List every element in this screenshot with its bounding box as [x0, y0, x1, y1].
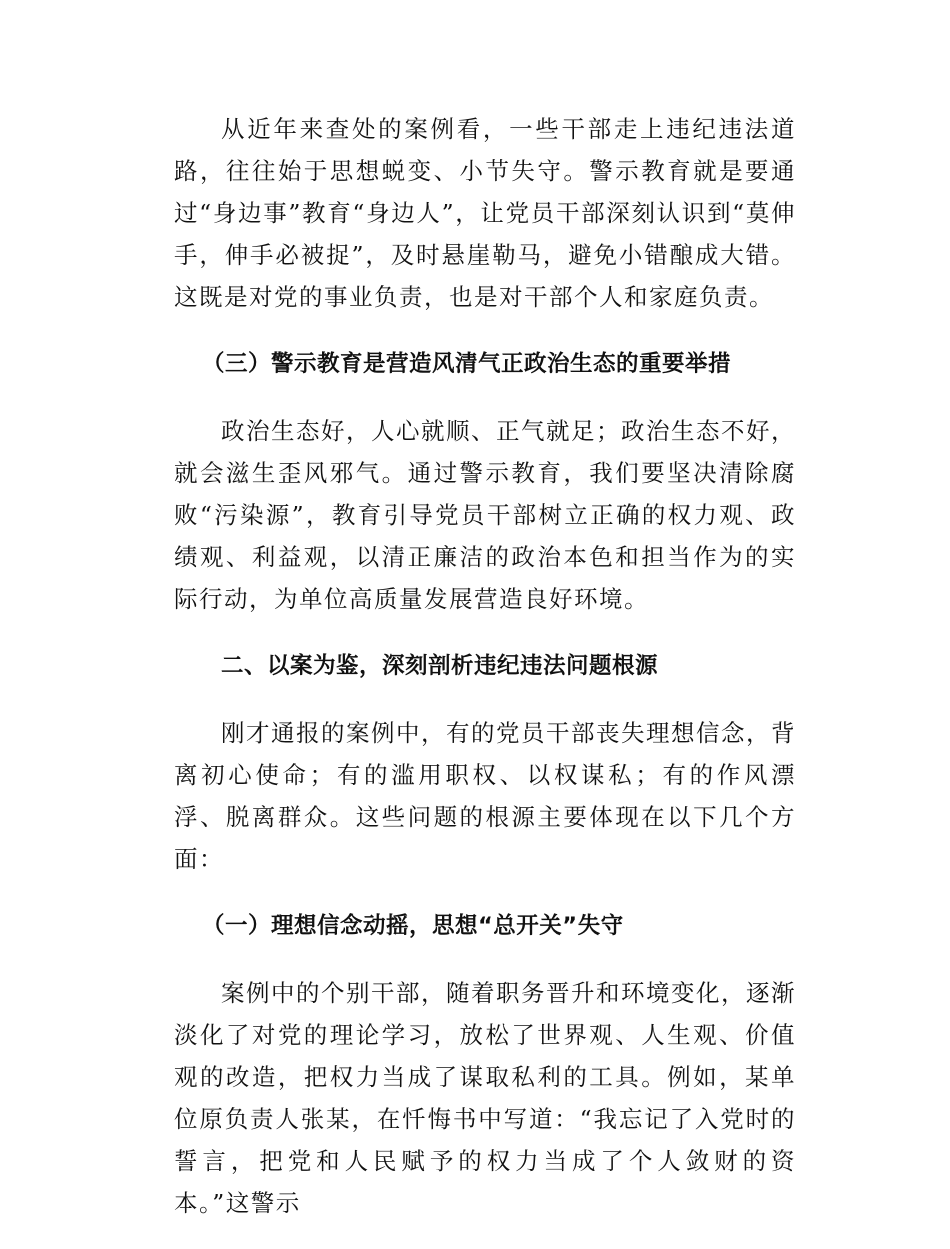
- paragraph-political-ecology: 政治生态好，人心就顺、正气就足；政治生态不好，就会滋生歪风邪气。通过警示教育，我们要坚决清除腐败“污染源”，教育引导党员干部树立正确的权力观、政绩观、利益观，以清正廉洁的政治本色和担当作为的实际行动，为单位高质量发展营造良好环境。: [174, 417, 796, 613]
- paragraph-individual-cadres: 案例中的个别干部，随着职务晋升和环境变化，逐渐淡化了对党的理论学习，放松了世界观、人生观、价值观的改造，把权力当成了谋取私利的工具。例如，某单位原负责人张某，在忏悔书中写道：“我忘记了入党时的誓言，把党和人民赋予的权力当成了个人敛财的资本。”这警示: [174, 979, 796, 1217]
- subheading-political-ecology: （三）警示教育是营造风清气正政治生态的重要举措: [202, 351, 732, 377]
- document-body: [174, 108, 796, 1249]
- section-heading-root-causes: 二、以案为鉴，深刻剖析违纪违法问题根源: [221, 653, 659, 679]
- paragraph-case-report: 刚才通报的案例中，有的党员干部丧失理想信念，背离初心使命；有的滥用职权、以权谋私；有的作风漂浮、脱离群众。这些问题的根源主要体现在以下几个方面：: [174, 719, 796, 873]
- paragraph-case-analysis: 从近年来查处的案例看，一些干部走上违纪违法道路，往往始于思想蜕变、小节失守。警示教育就是要通过“身边事”教育“身边人”，让党员干部深刻认识到“莫伸手，伸手必被捉”，及时悬崖勒马，避免小错酿成大错。这既是对党的事业负责，也是对干部个人和家庭负责。: [174, 115, 796, 311]
- subheading-ideals-belief: （一）理想信念动摇，思想“总开关”失守: [202, 913, 624, 939]
